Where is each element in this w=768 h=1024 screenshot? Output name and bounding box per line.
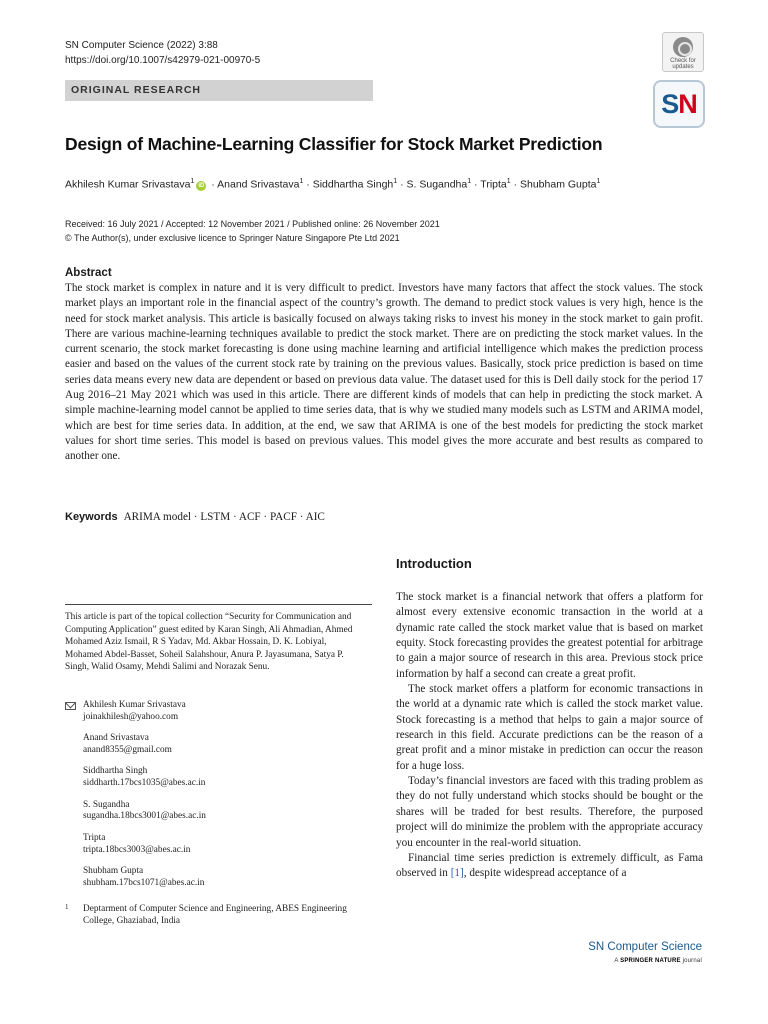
contact-name: Shubham Gupta xyxy=(83,865,144,876)
springer-nature-mark xyxy=(614,958,702,964)
contact-name: Akhilesh Kumar Srivastava xyxy=(83,700,186,710)
author-name[interactable]: S. Sugandha xyxy=(406,178,468,191)
keywords-label: Keywords xyxy=(65,511,118,523)
article-type-banner: ORIGINAL RESEARCH xyxy=(65,80,373,101)
contact-name: Tripta xyxy=(83,832,106,843)
author-name[interactable]: Tripta xyxy=(480,178,507,191)
contact-entry xyxy=(65,866,365,890)
author-separator: · xyxy=(208,178,218,191)
author-affiliation-mark: 1 xyxy=(506,178,511,185)
article-title: Design of Machine-Learning Classifier for Stock Market Prediction xyxy=(65,134,603,154)
intro-paragraph: The stock market is a financial network that offers a platform for almost every extensive economic transaction in the world at a dynamic rate called the stock market value that is based on market equity. Stock forecasting provides the greatest potential for arbitrage to gain a major source of research in this area. Previous stock price information by half a second can create a great profit. xyxy=(396,591,703,680)
intro-text: , despite widespread acceptance of a xyxy=(463,867,627,880)
check-for-updates-badge[interactable] xyxy=(662,32,704,72)
doi-link[interactable]: https://doi.org/10.1007/s42979-021-00970-5 xyxy=(65,55,261,66)
author-separator: · xyxy=(397,178,407,191)
springer-brand: SPRINGER NATURE xyxy=(620,958,681,964)
dates-line: Received: 16 July 2021 / Accepted: 12 November 2021 / Published online: 26 November 2021 xyxy=(65,219,440,229)
publication-dates xyxy=(65,218,440,245)
copyright-line: © The Author(s), under exclusive licence to Springer Nature Singapore Pte Ltd 2021 xyxy=(65,232,400,243)
author-separator: · xyxy=(510,178,520,191)
author-affiliation-mark: 1 xyxy=(299,178,304,185)
contact-entry xyxy=(65,733,365,757)
contact-email[interactable]: tripta.18bcs3003@abes.ac.in xyxy=(83,844,191,855)
springer-suffix: journal xyxy=(682,958,702,964)
sn-journal-logo xyxy=(653,80,705,128)
envelope-icon xyxy=(65,702,76,710)
footer-journal-name: SN Computer Science xyxy=(588,941,702,953)
citation-link[interactable]: [1] xyxy=(450,867,464,880)
author-name[interactable]: Akhilesh Kumar Srivastava xyxy=(65,178,191,191)
contact-name: S. Sugandha xyxy=(83,799,130,810)
affiliation xyxy=(65,903,365,927)
intro-paragraph xyxy=(396,851,703,882)
author-name[interactable]: Anand Srivastava xyxy=(217,178,300,191)
keywords-section xyxy=(65,511,325,523)
author-separator: · xyxy=(303,178,313,191)
contact-entry xyxy=(65,766,365,790)
author-name[interactable]: Siddhartha Singh xyxy=(312,178,394,191)
keywords-list: ARIMA model · LSTM · ACF · PACF · AIC xyxy=(123,511,325,523)
check-updates-icon xyxy=(673,37,693,57)
contact-email[interactable]: siddharth.17bcs1035@abes.ac.in xyxy=(83,778,206,789)
logo-letter-s: S xyxy=(661,89,679,119)
abstract-heading: Abstract xyxy=(65,267,112,279)
author-affiliation-mark: 1 xyxy=(190,178,195,185)
topical-collection-footnote: This article is part of the topical collection “Security for Communication and Computing Application” guest edited by Karan Singh, Ali Ahmadian, Ahmed Mohamed Aziz Ismail, R S Yadav, Md. Akbar Hossain, D. K. Lobiyal, Mohamed Abdel-Basset, Soheil Salahshour, Anura P. Jayasumana, Satya P. Singh, Walid Osamy, Mehdi Salimi and Norazak Senu. xyxy=(65,612,353,673)
contact-name: Siddhartha Singh xyxy=(83,766,148,777)
introduction-heading: Introduction xyxy=(396,556,472,571)
contact-entry xyxy=(65,833,365,857)
intro-paragraph: Today’s financial investors are faced with this trading problem as they do not fully understand which stocks should be bought or the shares will be traded for best results. Therefore, the purposed project will do minimize the problem with the appropriate accuracy you encounter in the real-world situation. xyxy=(396,775,703,849)
contact-email[interactable]: shubham.17bcs1071@abes.ac.in xyxy=(83,877,205,888)
contact-email[interactable]: joinakhilesh@yahoo.com xyxy=(83,711,179,722)
author-list xyxy=(65,178,705,191)
check-updates-label-1: Check for xyxy=(670,58,696,64)
contact-entry xyxy=(65,800,365,824)
author-affiliation-mark: 1 xyxy=(467,178,472,185)
journal-reference: SN Computer Science (2022) 3:88 xyxy=(65,40,218,51)
affiliation-number: 1 xyxy=(65,903,69,911)
contact-entry xyxy=(65,700,365,724)
springer-prefix: A xyxy=(614,958,619,964)
author-affiliation-mark: 1 xyxy=(393,178,398,185)
logo-letter-n: N xyxy=(678,89,697,119)
contact-email[interactable]: anand8355@gmail.com xyxy=(83,744,172,755)
author-name[interactable]: Shubham Gupta xyxy=(520,178,597,191)
abstract-text: The stock market is complex in nature and it is very difficult to predict. Investors have many factors that affect the stock values. The stock market plays an important role in the financial aspect of the country’s growth. The demand to predict stock values is very high, hence is the need for stock market analysis. This article is basically focused on always taking risks to invest his money in the stock market to gain profit. There are various machine-learning techniques available to predict the stock market. There are on predicting the stock market values. In the current scenario, the stock market forecasting is done using machine learning and artificial intelligence which makes the prediction process easier and based on the values of the current stock rate by training on the previous values. Basically, stock price prediction is based on time series data means every new data are dependent or based on previous data value. The dataset used for this is Dell daily stock for the period 17 Aug 2016–21 May 2021 which was used in this article. There are different kinds of models that can help in predicting the stock market. A simple machine-learning model cannot be applied to time series data, that is why we studied many models such as LSTM and ARIMA model, which are best for time series data. In addition, at the end, we saw that ARIMA is one of the best models for predicting the stock market values for short time series. This model is based on previous values. This model gives the more accurate and best results as compared to another one. xyxy=(65,282,703,463)
contact-name: Anand Srivastava xyxy=(83,733,149,744)
orcid-icon[interactable]: iD xyxy=(198,182,205,189)
footnote-divider xyxy=(65,604,372,605)
author-affiliation-mark: 1 xyxy=(596,178,601,185)
intro-text: Financial time series prediction is extremely difficult, as Fama observed in xyxy=(396,851,703,880)
author-contacts xyxy=(65,700,365,899)
contact-email[interactable]: sugandha.18bcs3001@abes.ac.in xyxy=(83,811,206,822)
check-updates-label-2: updates xyxy=(672,64,694,70)
introduction-body xyxy=(396,590,703,882)
intro-paragraph: The stock market offers a platform for economic transactions in the world at a dynamic rate which is called the stock market value. Stock forecasting is a method that helps to gain a major source of research in this field. Accurate predictions can be the reason of a great profit and a minor mistake in prediction can occur the reason for a huge loss. xyxy=(396,683,703,772)
author-separator: · xyxy=(471,178,481,191)
affiliation-text: Deptarment of Computer Science and Engineering, ABES Engineering College, Ghaziabad, India xyxy=(83,904,347,926)
